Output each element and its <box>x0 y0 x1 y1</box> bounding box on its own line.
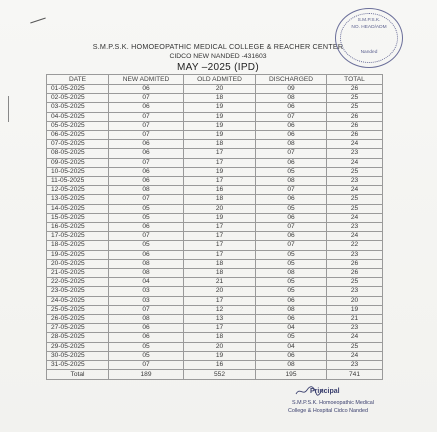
cell-date: 20-05-2025 <box>47 259 109 268</box>
table-row <box>47 103 383 112</box>
table-row <box>47 287 383 296</box>
signature-line-1: S.M.P.S.K. Homoeopathic Medical <box>292 400 374 406</box>
pen-mark <box>30 18 46 24</box>
college-title: S.M.P.S.K. HOMOEOPATHIC MEDICAL COLLEGE & REACHER CENTER <box>92 42 344 51</box>
cell-total: 24 <box>327 140 383 149</box>
column-header-date: DATE <box>47 75 109 85</box>
cell-discharged: 06 <box>256 232 327 241</box>
table-row <box>47 167 383 176</box>
cell-new-admitted: 05 <box>109 241 184 250</box>
cell-date: 19-05-2025 <box>47 250 109 259</box>
cell-old-admitted: 20 <box>184 204 256 213</box>
cell-discharged: 09 <box>256 85 327 94</box>
cell-discharged: 04 <box>256 324 327 333</box>
college-seal <box>335 8 403 68</box>
cell-old-admitted: 12 <box>184 305 256 314</box>
cell-date: 16-05-2025 <box>47 223 109 232</box>
table-row <box>47 213 383 222</box>
cell-total: 23 <box>327 250 383 259</box>
cell-old-admitted: 20 <box>184 342 256 351</box>
cell-discharged: 05 <box>256 333 327 342</box>
seal-top-text: S.M.P.S.K. <box>357 18 381 23</box>
cell-old-admitted: 17 <box>184 241 256 250</box>
cell-total: 25 <box>327 103 383 112</box>
cell-date: 05-05-2025 <box>47 121 109 130</box>
cell-new-admitted: 06 <box>109 177 184 186</box>
cell-new-admitted: 07 <box>109 158 184 167</box>
cell-total: 23 <box>327 177 383 186</box>
cell-date: 03-05-2025 <box>47 103 109 112</box>
cell-discharged: 06 <box>256 213 327 222</box>
cell-discharged: 06 <box>256 296 327 305</box>
table-row <box>47 177 383 186</box>
cell-old-admitted: 16 <box>184 186 256 195</box>
cell-old-admitted: 18 <box>184 140 256 149</box>
cell-new-admitted: 06 <box>109 167 184 176</box>
cell-old-admitted: 18 <box>184 269 256 278</box>
cell-new-admitted: 07 <box>109 94 184 103</box>
margin-mark <box>8 96 9 122</box>
cell-discharged: 05 <box>256 204 327 213</box>
total-old-admitted: 552 <box>184 370 256 380</box>
cell-total: 26 <box>327 131 383 140</box>
cell-old-admitted: 21 <box>184 278 256 287</box>
cell-total: 23 <box>327 361 383 370</box>
cell-date: 30-05-2025 <box>47 351 109 360</box>
total-discharged: 195 <box>256 370 327 380</box>
table-row <box>47 232 383 241</box>
table-row <box>47 315 383 324</box>
cell-new-admitted: 06 <box>109 250 184 259</box>
cell-old-admitted: 17 <box>184 232 256 241</box>
cell-new-admitted: 06 <box>109 103 184 112</box>
cell-total: 23 <box>327 324 383 333</box>
college-address: CIDCO NEW NANDED -431603 <box>169 53 267 60</box>
cell-discharged: 07 <box>256 112 327 121</box>
table-header-row <box>47 75 383 85</box>
cell-discharged: 05 <box>256 259 327 268</box>
cell-date: 15-05-2025 <box>47 213 109 222</box>
cell-old-admitted: 19 <box>184 131 256 140</box>
cell-date: 24-05-2025 <box>47 296 109 305</box>
cell-date: 09-05-2025 <box>47 158 109 167</box>
cell-discharged: 06 <box>256 158 327 167</box>
cell-new-admitted: 08 <box>109 259 184 268</box>
cell-date: 02-05-2025 <box>47 94 109 103</box>
table-row <box>47 204 383 213</box>
cell-date: 26-05-2025 <box>47 315 109 324</box>
cell-total: 25 <box>327 342 383 351</box>
cell-discharged: 06 <box>256 195 327 204</box>
cell-new-admitted: 03 <box>109 287 184 296</box>
cell-discharged: 05 <box>256 250 327 259</box>
cell-total: 23 <box>327 287 383 296</box>
cell-discharged: 08 <box>256 361 327 370</box>
cell-new-admitted: 06 <box>109 149 184 158</box>
cell-new-admitted: 07 <box>109 121 184 130</box>
cell-date: 06-05-2025 <box>47 131 109 140</box>
report-period: MAY –2025 (IPD) <box>177 62 259 73</box>
cell-new-admitted: 05 <box>109 351 184 360</box>
table-row <box>47 186 383 195</box>
cell-discharged: 05 <box>256 167 327 176</box>
cell-date: 31-05-2025 <box>47 361 109 370</box>
cell-date: 21-05-2025 <box>47 269 109 278</box>
table-row <box>47 241 383 250</box>
ipd-report-table <box>46 74 383 380</box>
cell-discharged: 07 <box>256 149 327 158</box>
cell-new-admitted: 06 <box>109 223 184 232</box>
cell-total: 26 <box>327 85 383 94</box>
cell-discharged: 08 <box>256 305 327 314</box>
table-row <box>47 250 383 259</box>
cell-total: 26 <box>327 259 383 268</box>
table-row <box>47 333 383 342</box>
table-body <box>47 85 383 370</box>
table-row <box>47 140 383 149</box>
cell-old-admitted: 16 <box>184 361 256 370</box>
cell-new-admitted: 08 <box>109 315 184 324</box>
cell-total: 19 <box>327 305 383 314</box>
cell-new-admitted: 05 <box>109 213 184 222</box>
cell-new-admitted: 06 <box>109 324 184 333</box>
cell-new-admitted: 08 <box>109 269 184 278</box>
table-row <box>47 324 383 333</box>
cell-total: 24 <box>327 213 383 222</box>
cell-total: 20 <box>327 296 383 305</box>
column-header-discharged: DISCHARGED <box>256 75 327 85</box>
total-row <box>47 370 383 380</box>
cell-new-admitted: 07 <box>109 232 184 241</box>
cell-discharged: 06 <box>256 131 327 140</box>
cell-discharged: 06 <box>256 103 327 112</box>
cell-old-admitted: 20 <box>184 287 256 296</box>
cell-date: 18-05-2025 <box>47 241 109 250</box>
table-row <box>47 361 383 370</box>
cell-date: 25-05-2025 <box>47 305 109 314</box>
cell-new-admitted: 05 <box>109 342 184 351</box>
cell-new-admitted: 06 <box>109 140 184 149</box>
cell-date: 01-05-2025 <box>47 85 109 94</box>
cell-old-admitted: 18 <box>184 195 256 204</box>
cell-new-admitted: 06 <box>109 333 184 342</box>
cell-old-admitted: 17 <box>184 250 256 259</box>
cell-date: 07-05-2025 <box>47 140 109 149</box>
cell-old-admitted: 17 <box>184 324 256 333</box>
cell-discharged: 05 <box>256 278 327 287</box>
seal-bottom-text: Nanded <box>360 50 378 55</box>
cell-old-admitted: 17 <box>184 158 256 167</box>
cell-new-admitted: 08 <box>109 186 184 195</box>
cell-old-admitted: 19 <box>184 103 256 112</box>
table-row <box>47 149 383 158</box>
total-total: 741 <box>327 370 383 380</box>
cell-date: 10-05-2025 <box>47 167 109 176</box>
cell-new-admitted: 04 <box>109 278 184 287</box>
cell-date: 28-05-2025 <box>47 333 109 342</box>
cell-new-admitted: 07 <box>109 131 184 140</box>
table-row <box>47 85 383 94</box>
cell-new-admitted: 06 <box>109 85 184 94</box>
table-row <box>47 158 383 167</box>
cell-total: 26 <box>327 269 383 278</box>
cell-old-admitted: 19 <box>184 351 256 360</box>
cell-discharged: 08 <box>256 140 327 149</box>
table-row <box>47 195 383 204</box>
cell-new-admitted: 03 <box>109 296 184 305</box>
cell-discharged: 08 <box>256 269 327 278</box>
cell-discharged: 08 <box>256 177 327 186</box>
cell-discharged: 06 <box>256 351 327 360</box>
table-row <box>47 223 383 232</box>
cell-total: 25 <box>327 167 383 176</box>
cell-old-admitted: 18 <box>184 333 256 342</box>
cell-date: 08-05-2025 <box>47 149 109 158</box>
cell-new-admitted: 07 <box>109 112 184 121</box>
cell-total: 23 <box>327 149 383 158</box>
table-row <box>47 112 383 121</box>
cell-total: 25 <box>327 204 383 213</box>
cell-total: 25 <box>327 94 383 103</box>
table-row <box>47 342 383 351</box>
column-header-new-admitted: NEW ADMITED <box>109 75 184 85</box>
cell-discharged: 08 <box>256 94 327 103</box>
cell-new-admitted: 07 <box>109 195 184 204</box>
table-row <box>47 305 383 314</box>
table-row <box>47 296 383 305</box>
cell-new-admitted: 07 <box>109 361 184 370</box>
table-row <box>47 121 383 130</box>
cell-total: 23 <box>327 223 383 232</box>
cell-total: 24 <box>327 333 383 342</box>
cell-date: 14-05-2025 <box>47 204 109 213</box>
cell-discharged: 07 <box>256 241 327 250</box>
cell-old-admitted: 20 <box>184 85 256 94</box>
cell-total: 26 <box>327 121 383 130</box>
cell-date: 29-05-2025 <box>47 342 109 351</box>
total-label: Total <box>47 370 109 380</box>
cell-total: 24 <box>327 232 383 241</box>
cell-old-admitted: 17 <box>184 223 256 232</box>
column-header-total: TOTAL <box>327 75 383 85</box>
cell-old-admitted: 19 <box>184 112 256 121</box>
cell-total: 24 <box>327 351 383 360</box>
cell-old-admitted: 18 <box>184 259 256 268</box>
cell-date: 17-05-2025 <box>47 232 109 241</box>
table-row <box>47 278 383 287</box>
table-row <box>47 94 383 103</box>
cell-discharged: 07 <box>256 223 327 232</box>
table-row <box>47 269 383 278</box>
cell-discharged: 06 <box>256 121 327 130</box>
cell-old-admitted: 13 <box>184 315 256 324</box>
cell-date: 22-05-2025 <box>47 278 109 287</box>
cell-old-admitted: 18 <box>184 94 256 103</box>
cell-total: 24 <box>327 158 383 167</box>
cell-old-admitted: 17 <box>184 149 256 158</box>
cell-discharged: 07 <box>256 186 327 195</box>
cell-new-admitted: 07 <box>109 305 184 314</box>
total-new-admitted: 189 <box>109 370 184 380</box>
cell-old-admitted: 19 <box>184 167 256 176</box>
table-row <box>47 351 383 360</box>
table-row <box>47 131 383 140</box>
seal-middle-text: NO. HEAD/ADM <box>351 25 387 30</box>
column-header-old-admitted: OLD ADMITED <box>184 75 256 85</box>
cell-discharged: 06 <box>256 315 327 324</box>
cell-date: 11-05-2025 <box>47 177 109 186</box>
cell-date: 23-05-2025 <box>47 287 109 296</box>
cell-date: 13-05-2025 <box>47 195 109 204</box>
cell-date: 27-05-2025 <box>47 324 109 333</box>
cell-total: 25 <box>327 195 383 204</box>
cell-old-admitted: 17 <box>184 177 256 186</box>
cell-discharged: 05 <box>256 287 327 296</box>
cell-date: 04-05-2025 <box>47 112 109 121</box>
cell-old-admitted: 17 <box>184 296 256 305</box>
principal-signature-stamp <box>258 385 418 425</box>
cell-discharged: 04 <box>256 342 327 351</box>
cell-new-admitted: 05 <box>109 204 184 213</box>
cell-old-admitted: 19 <box>184 213 256 222</box>
cell-old-admitted: 19 <box>184 121 256 130</box>
cell-total: 24 <box>327 186 383 195</box>
cell-total: 26 <box>327 112 383 121</box>
table-row <box>47 259 383 268</box>
signature-line-2: College & Hospital Cidco Nanded <box>288 408 369 414</box>
cell-total: 25 <box>327 278 383 287</box>
cell-total: 22 <box>327 241 383 250</box>
signature-title: Principal <box>310 388 340 395</box>
cell-date: 12-05-2025 <box>47 186 109 195</box>
cell-total: 21 <box>327 315 383 324</box>
